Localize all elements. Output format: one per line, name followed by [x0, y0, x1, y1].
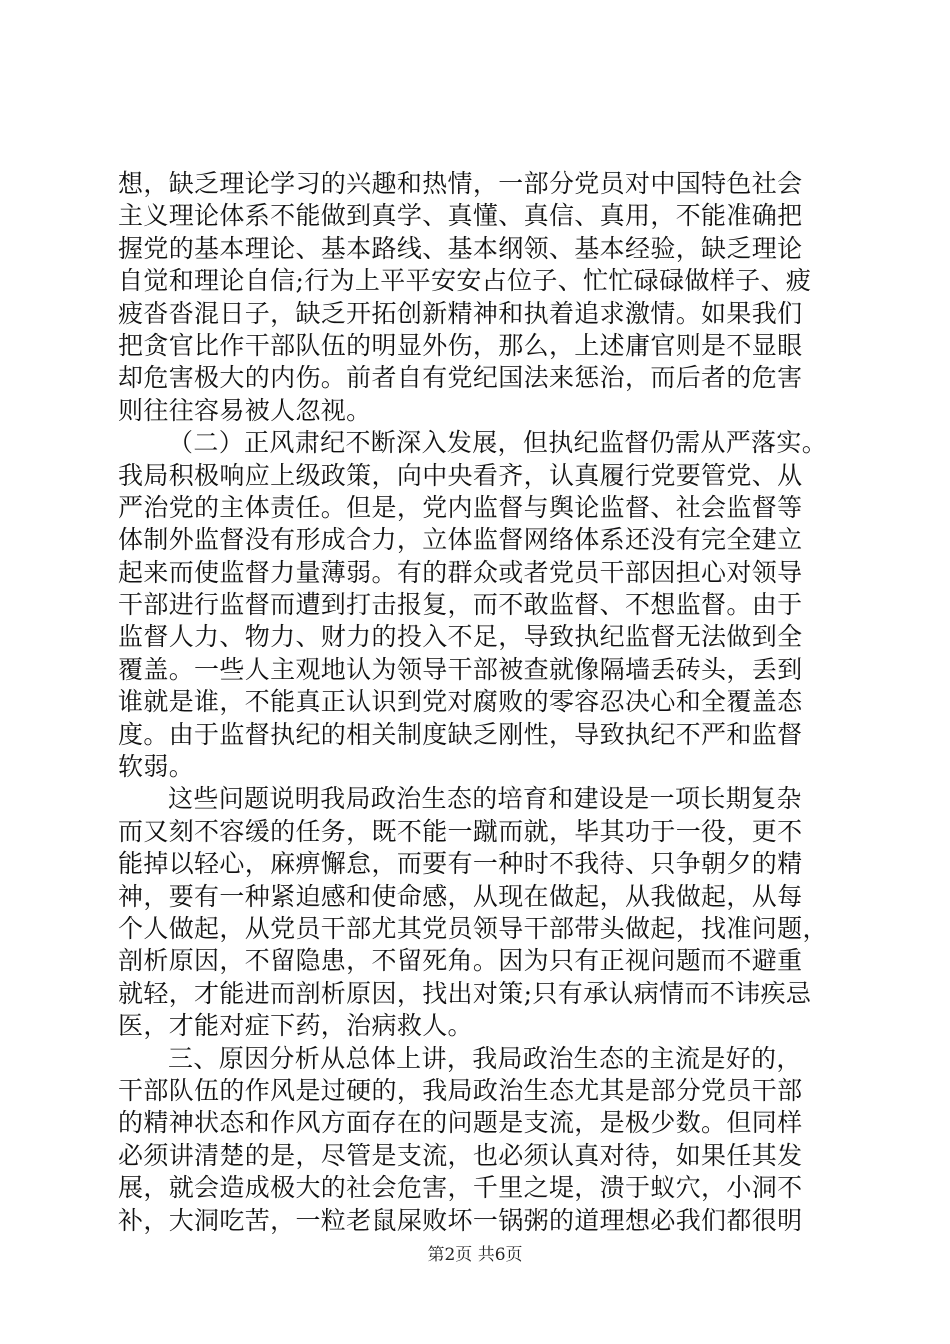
page-footer: 第2页 共6页	[427, 1245, 523, 1265]
text-line: 必须讲清楚的是，尽管是支流，也必须认真对待，如果任其发	[118, 1140, 803, 1170]
text-line: 剖析原因，不留隐患，不留死角。因为只有正视问题而不避重	[118, 946, 803, 976]
text-line: 个人做起，从党员干部尤其党员领导干部带头做起，找准问题，	[118, 913, 828, 943]
text-line: 干部队伍的作风是过硬的，我局政治生态尤其是部分党员干部	[118, 1075, 803, 1105]
text-line: 自觉和理论自信;行为上平平安安占位子、忙忙碌碌做样子、疲	[118, 266, 812, 296]
text-line: 能掉以轻心，麻痹懈怠，而要有一种时不我待、只争朝夕的精	[118, 849, 803, 879]
text-line: 补，大洞吃苦，一粒老鼠屎败坏一锅粥的道理想必我们都很明	[118, 1205, 803, 1235]
text-line: 展，就会造成极大的社会危害，千里之堤，溃于蚁穴，小洞不	[118, 1173, 803, 1203]
text-line: 我局积极响应上级政策，向中央看齐，认真履行党要管党、从	[118, 460, 803, 490]
text-line: 软弱。	[118, 752, 195, 782]
text-line: 医，才能对症下药，治病救人。	[118, 1011, 473, 1041]
text-line: 神，要有一种紧迫感和使命感，从现在做起，从我做起，从每	[118, 881, 803, 911]
text-line: 而又刻不容缓的任务，既不能一蹴而就，毕其功于一役，更不	[118, 816, 803, 846]
document-body	[118, 168, 834, 1237]
text-line: 起来而使监督力量薄弱。有的群众或者党员干部因担心对领导	[118, 557, 803, 587]
text-line: 的精神状态和作风方面存在的问题是支流，是极少数。但同样	[118, 1108, 803, 1138]
text-line: 握党的基本理论、基本路线、基本纲领、基本经验，缺乏理论	[118, 233, 803, 263]
text-line: 覆盖。一些人主观地认为领导干部被查就像隔墙丢砖头，丢到	[118, 654, 803, 684]
text-line: 干部进行监督而遭到打击报复，而不敢监督、不想监督。由于	[118, 590, 803, 620]
text-line: 严治党的主体责任。但是，党内监督与舆论监督、社会监督等	[118, 492, 803, 522]
text-line: 三、原因分析从总体上讲，我局政治生态的主流是好的，	[168, 1043, 802, 1073]
text-line: 这些问题说明我局政治生态的培育和建设是一项长期复杂	[168, 784, 802, 814]
text-line: 疲沓沓混日子，缺乏开拓创新精神和执着追求激情。如果我们	[118, 298, 803, 328]
text-line: 主义理论体系不能做到真学、真懂、真信、真用，不能准确把	[118, 201, 803, 231]
text-line: 却危害极大的内伤。前者自有党纪国法来惩治，而后者的危害	[118, 363, 803, 393]
text-line: 想，缺乏理论学习的兴趣和热情，一部分党员对中国特色社会	[118, 169, 803, 198]
text-line: 就轻，才能进而剖析原因，找出对策;只有承认病情而不讳疾忌	[118, 978, 812, 1008]
text-line: 谁就是谁，不能真正认识到党对腐败的零容忍决心和全覆盖态	[118, 687, 803, 717]
text-line: 体制外监督没有形成合力，立体监督网络体系还没有完全建立	[118, 525, 803, 555]
text-line: 监督人力、物力、财力的投入不足，导致执纪监督无法做到全	[118, 622, 803, 652]
text-line: （二）正风肃纪不断深入发展，但执纪监督仍需从严落实。	[168, 428, 828, 458]
text-line: 度。由于监督执纪的相关制度缺乏刚性，导致执纪不严和监督	[118, 719, 803, 749]
text-line: 把贪官比作干部队伍的明显外伤，那么，上述庸官则是不显眼	[118, 330, 803, 360]
text-line: 则往往容易被人忽视。	[118, 395, 372, 425]
